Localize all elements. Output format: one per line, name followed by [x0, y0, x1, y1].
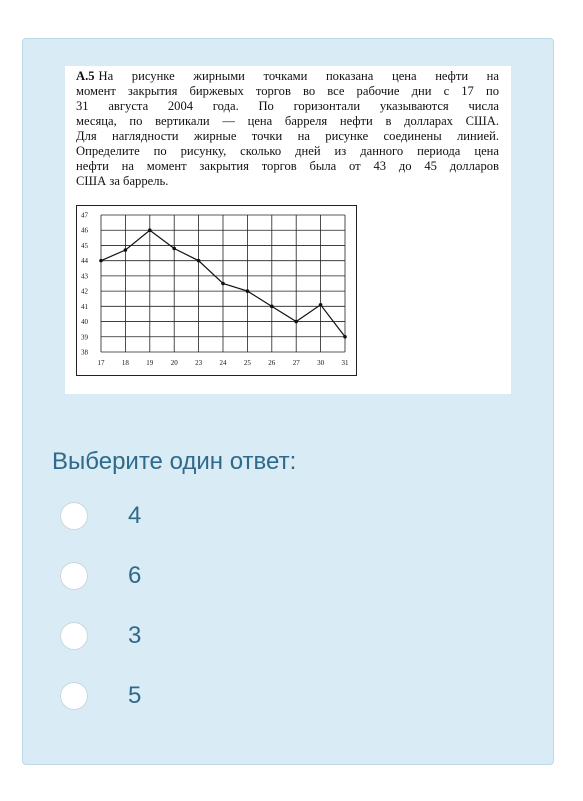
y-tick-label: 43	[81, 272, 88, 281]
y-tick-label: 39	[81, 333, 88, 342]
data-point	[221, 282, 225, 286]
question-line: момент закрытия биржевых торгов во все рабочие дни с 17 по	[76, 84, 499, 98]
x-tick-label: 17	[97, 359, 105, 367]
answer-option-label: 3	[128, 622, 142, 649]
question-text	[76, 69, 499, 189]
question-image	[65, 66, 511, 394]
data-point	[294, 320, 298, 324]
x-tick-label: 18	[121, 359, 129, 367]
question-number: A.5	[76, 69, 95, 83]
y-tick-label: 44	[81, 257, 88, 266]
x-tick-label: 31	[341, 359, 349, 367]
radio-button[interactable]	[60, 502, 88, 530]
data-point	[197, 259, 201, 263]
data-point	[172, 247, 176, 251]
y-tick-label: 45	[81, 241, 88, 250]
chart-svg	[77, 206, 356, 375]
answer-prompt: Выберите один ответ:	[52, 448, 297, 475]
question-line: Для наглядности жирные точки на рисунке соединены линией.	[76, 129, 499, 143]
answer-option-label: 6	[128, 562, 142, 589]
data-point	[343, 335, 347, 339]
answer-option[interactable]	[60, 612, 360, 672]
data-point	[270, 305, 274, 309]
x-tick-label: 26	[268, 359, 276, 367]
x-tick-label: 25	[243, 359, 251, 367]
radio-button[interactable]	[60, 682, 88, 710]
data-point	[319, 303, 323, 307]
x-tick-label: 27	[292, 359, 300, 367]
y-tick-label: 47	[81, 211, 88, 220]
data-point	[124, 248, 128, 252]
oil-price-chart	[76, 205, 357, 376]
y-tick-label: 46	[81, 226, 88, 235]
answer-option[interactable]	[60, 672, 360, 732]
question-line: A.5 На рисунке жирными точками показана цена нефти на	[76, 69, 499, 83]
answer-option[interactable]	[60, 552, 360, 612]
answer-option-label: 4	[128, 502, 142, 529]
question-line: месяца, по вертикали — цена барреля нефти в долларах США.	[76, 114, 499, 128]
x-tick-label: 20	[170, 359, 178, 367]
question-line: 31 августа 2004 года. По горизонтали указываются числа	[76, 99, 499, 113]
radio-button[interactable]	[60, 562, 88, 590]
data-point	[99, 259, 103, 263]
radio-button[interactable]	[60, 622, 88, 650]
y-tick-label: 40	[81, 318, 88, 327]
answer-options	[60, 492, 360, 732]
x-tick-label: 23	[195, 359, 203, 367]
question-line: нефти на момент закрытия торгов была от 43 до 45 долларов	[76, 159, 499, 173]
question-line: Определите по рисунку, сколько дней из данного периода цена	[76, 144, 499, 158]
y-tick-label: 41	[81, 302, 88, 311]
data-point	[148, 228, 152, 232]
x-tick-label: 30	[317, 359, 325, 367]
y-tick-label: 42	[81, 287, 88, 296]
y-tick-label: 38	[81, 348, 88, 357]
question-line: США за баррель.	[76, 174, 169, 188]
data-point	[246, 289, 250, 293]
x-tick-label: 19	[146, 359, 154, 367]
answer-option-label: 5	[128, 682, 142, 709]
x-tick-label: 24	[219, 359, 227, 367]
answer-option[interactable]	[60, 492, 360, 552]
